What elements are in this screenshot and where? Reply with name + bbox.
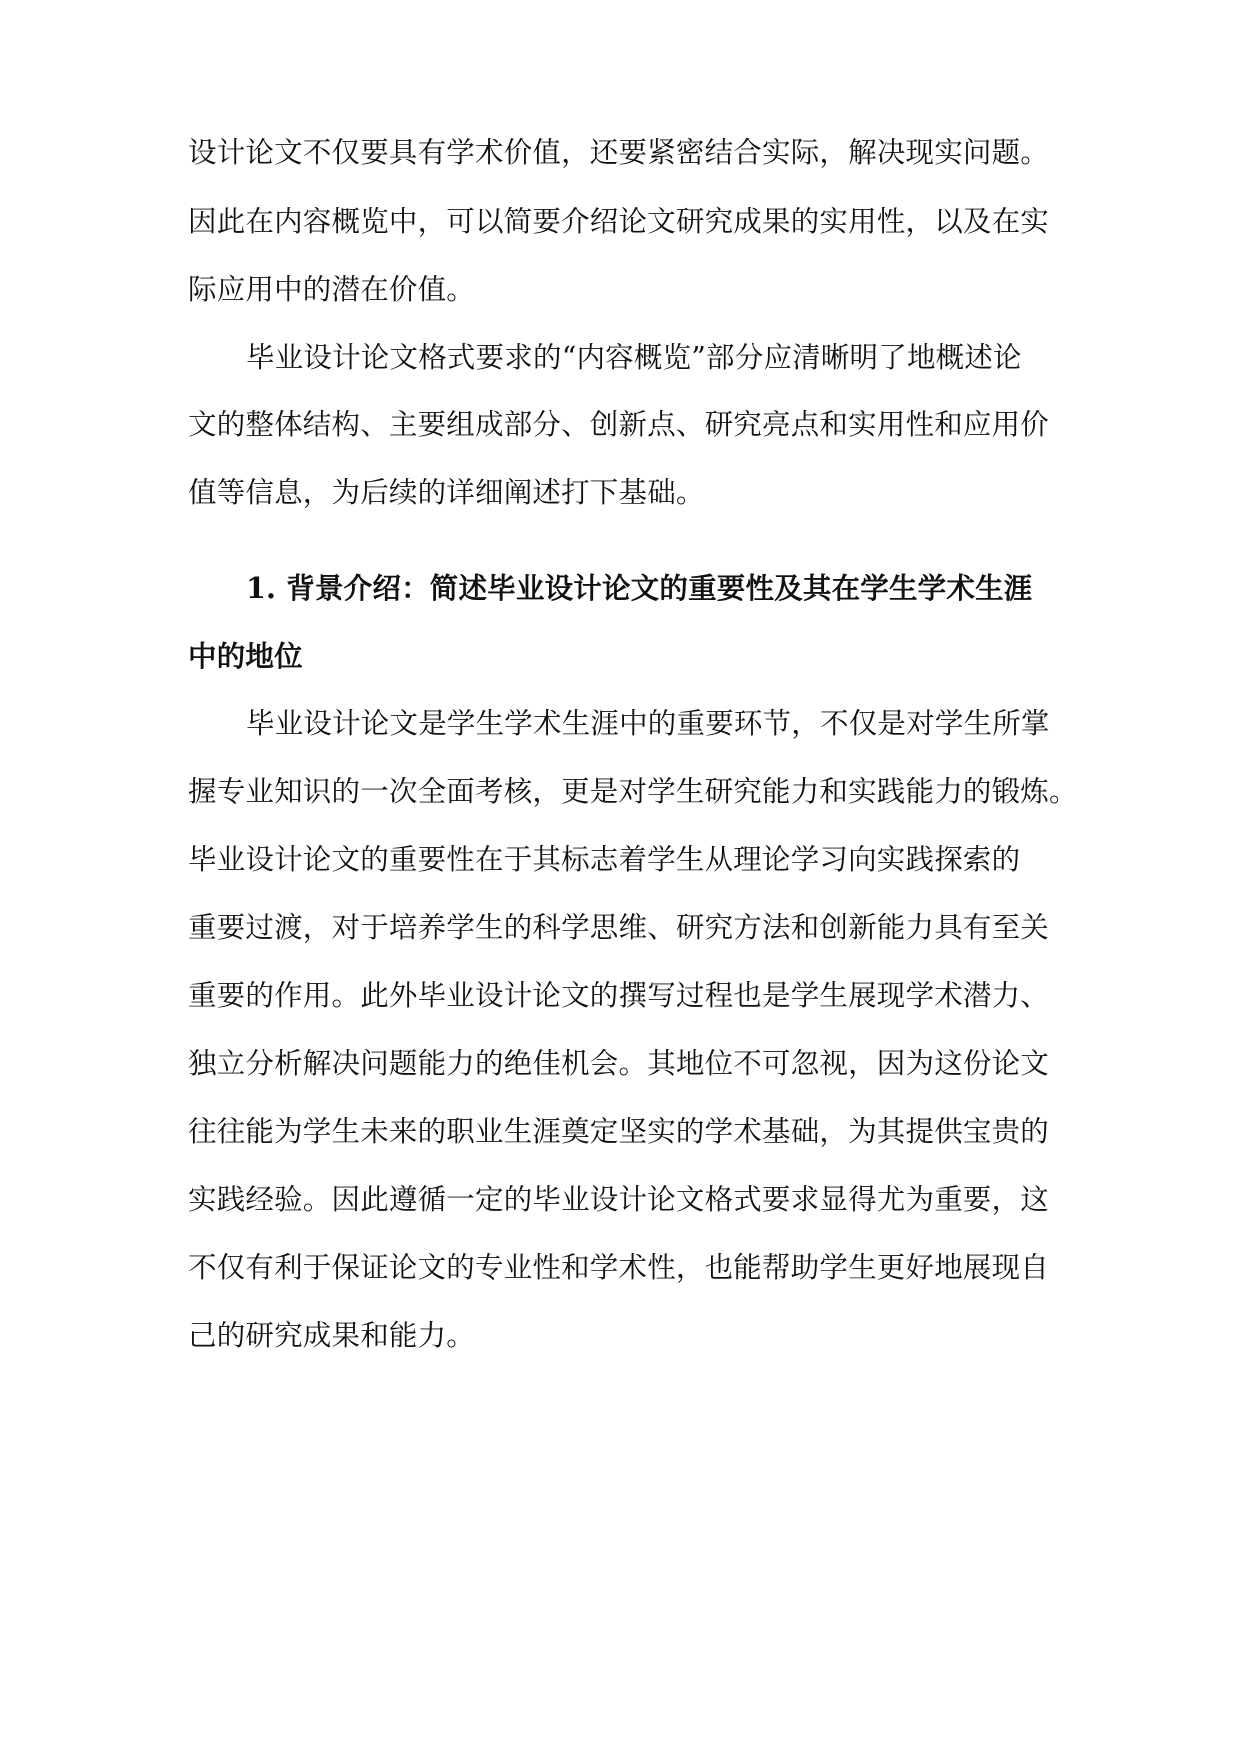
paragraph-line: 际应用中的潜在价值。 [188, 273, 476, 306]
section-heading: 1. 背景介绍：简述毕业设计论文的重要性及其在学生学术生涯 [246, 571, 1033, 605]
paragraph-line: 实践经验。因此遵循一定的毕业设计论文格式要求显得尤为重要，这 [188, 1183, 1050, 1216]
paragraph-line: 因此在内容概览中，可以简要介绍论文研究成果的实用性，以及在实 [188, 205, 1050, 238]
paragraph-line: 不仅有利于保证论文的专业性和学术性，也能帮助学生更好地展现自 [188, 1251, 1050, 1284]
paragraph-line: 独立分析解决问题能力的绝佳机会。其地位不可忽视，因为这份论文 [188, 1047, 1050, 1080]
paragraph-line: 往往能为学生未来的职业生涯奠定坚实的学术基础，为其提供宝贵的 [188, 1115, 1050, 1148]
paragraph-line: 己的研究成果和能力。 [188, 1319, 476, 1352]
paragraph-line: 文的整体结构、主要组成部分、创新点、研究亮点和实用性和应用价 [188, 408, 1050, 441]
section-heading: 中的地位 [188, 639, 303, 673]
paragraph-line: 毕业设计论文的重要性在于其标志着学生从理论学习向实践探索的 [188, 843, 1021, 876]
paragraph-line: 握专业知识的一次全面考核，更是对学生研究能力和实践能力的锻炼。 [188, 775, 1078, 808]
paragraph-line: 重要的作用。此外毕业设计论文的撰写过程也是学生展现学术潜力、 [188, 979, 1050, 1012]
paragraph-line: 毕业设计论文格式要求的“内容概览”部分应清晰明了地概述论 [246, 341, 1022, 374]
paragraph-line: 重要过渡，对于培养学生的科学思维、研究方法和创新能力具有至关 [188, 911, 1050, 944]
paragraph-line: 毕业设计论文是学生学术生涯中的重要环节，不仅是对学生所掌 [246, 707, 1050, 740]
paragraph-line: 值等信息，为后续的详细阐述打下基础。 [188, 476, 705, 509]
paragraph-line: 设计论文不仅要具有学术价值，还要紧密结合实际，解决现实问题。 [188, 136, 1050, 169]
